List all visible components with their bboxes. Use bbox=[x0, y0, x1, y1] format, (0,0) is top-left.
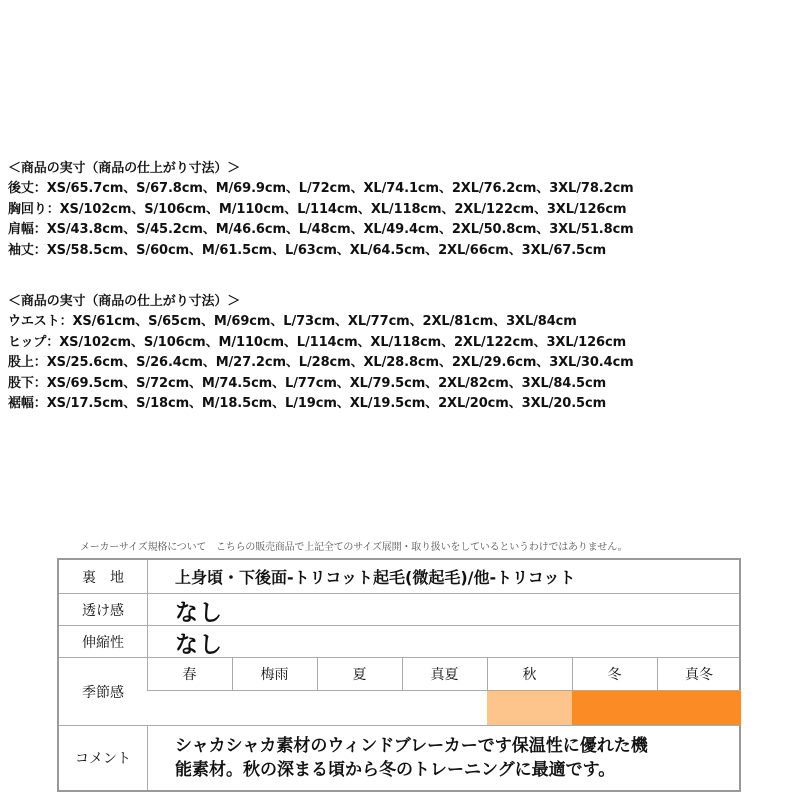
comment-value bbox=[147, 726, 739, 790]
season-cell-winter bbox=[572, 690, 657, 726]
season-col-midwinter bbox=[657, 658, 741, 726]
row-sheer bbox=[59, 593, 739, 626]
size-line-rise: 股上：XS/25.6cm、S/26.4cm、M/27.2cm、L/28cm、XL/28.8cm、2XL/29.6cm、3XL/30.4cm bbox=[8, 355, 634, 371]
season-name-summer: 夏 bbox=[352, 667, 367, 683]
row-label-lining: 裏 地 bbox=[59, 560, 148, 593]
season-name-rainy: 梅雨 bbox=[260, 667, 289, 683]
comment-line-1: シャカシャカ素材のウィンドブレーカーです保温性に優れた機 bbox=[175, 736, 648, 756]
size-line-back-length: 後丈：XS/65.7cm、S/67.8cm、M/69.9cm、L/72cm、XL/74.1cm、2XL/76.2cm、3XL/78.2cm bbox=[8, 181, 634, 197]
size-line-shoulder: 肩幅：XS/43.8cm、S/45.2cm、M/46.6cm、L/48cm、XL/49.4cm、2XL/50.8cm、3XL/51.8cm bbox=[8, 222, 634, 238]
season-cell-midsummer bbox=[402, 690, 487, 726]
size-line-waist: ウエスト：XS/61cm、S/65cm、M/69cm、L/73cm、XL/77cm、2XL/81cm、3XL/84cm bbox=[8, 314, 577, 330]
row-season bbox=[59, 657, 739, 726]
season-cell-midwinter bbox=[657, 690, 741, 726]
season-col-spring bbox=[147, 658, 233, 726]
row-label-stretch: 伸縮性 bbox=[59, 626, 148, 658]
stretch-value: なし bbox=[175, 631, 223, 658]
lining-value: 上身頃・下後面-トリコット起毛(微起毛)/他-トリコット bbox=[175, 568, 576, 587]
season-cell-spring bbox=[147, 690, 232, 726]
spec-table bbox=[57, 558, 741, 792]
season-grid bbox=[147, 658, 739, 726]
row-lining bbox=[59, 560, 739, 593]
season-cell-rainy bbox=[232, 690, 317, 726]
season-name-spring: 春 bbox=[182, 667, 197, 683]
season-col-midsummer bbox=[402, 658, 488, 726]
season-col-autumn bbox=[487, 658, 573, 726]
bottoms-size-block bbox=[8, 292, 634, 414]
size-standard-note: メーカーサイズ規格について こちらの販売商品で上記全てのサイズ展開・取り扱いをしているというわけではありません。 bbox=[80, 542, 628, 553]
season-cell-summer bbox=[317, 690, 402, 726]
bottoms-size-heading: ＜商品の実寸（商品の仕上がり寸法）＞ bbox=[8, 294, 241, 309]
season-col-rainy bbox=[232, 658, 318, 726]
season-name-autumn: 秋 bbox=[522, 667, 537, 683]
size-line-hip: ヒップ：XS/102cm、S/106cm、M/110cm、L/114cm、XL/118cm、2XL/122cm、3XL/126cm bbox=[8, 334, 627, 350]
sheer-value: なし bbox=[175, 599, 223, 626]
tops-size-block bbox=[8, 159, 634, 261]
row-comment bbox=[59, 725, 739, 790]
season-col-winter bbox=[572, 658, 658, 726]
tops-size-heading: ＜商品の実寸（商品の仕上がり寸法）＞ bbox=[8, 161, 241, 176]
season-name-midsummer: 真夏 bbox=[430, 667, 459, 683]
row-label-season: 季節感 bbox=[59, 658, 148, 726]
row-label-sheer: 透け感 bbox=[59, 594, 148, 626]
season-name-midwinter: 真冬 bbox=[685, 667, 713, 683]
comment-line-2: 能素材。秋の深まる頃から冬のトレーニングに最適です。 bbox=[175, 760, 616, 780]
season-col-summer bbox=[317, 658, 403, 726]
season-cell-autumn bbox=[487, 690, 572, 726]
season-name-winter: 冬 bbox=[607, 667, 622, 683]
size-line-sleeve: 袖丈：XS/58.5cm、S/60cm、M/61.5cm、L/63cm、XL/64.5cm、2XL/66cm、3XL/67.5cm bbox=[8, 242, 607, 258]
size-line-chest: 胸回り：XS/102cm、S/106cm、M/110cm、L/114cm、XL/118cm、2XL/122cm、3XL/126cm bbox=[8, 201, 627, 217]
size-line-inseam: 股下：XS/69.5cm、S/72cm、M/74.5cm、L/77cm、XL/79.5cm、2XL/82cm、3XL/84.5cm bbox=[8, 375, 607, 391]
row-stretch bbox=[59, 625, 739, 658]
row-label-comment: コメント bbox=[59, 726, 148, 790]
size-line-hem-width: 裾幅：XS/17.5cm、S/18cm、M/18.5cm、L/19cm、XL/19.5cm、2XL/20cm、3XL/20.5cm bbox=[8, 395, 607, 411]
